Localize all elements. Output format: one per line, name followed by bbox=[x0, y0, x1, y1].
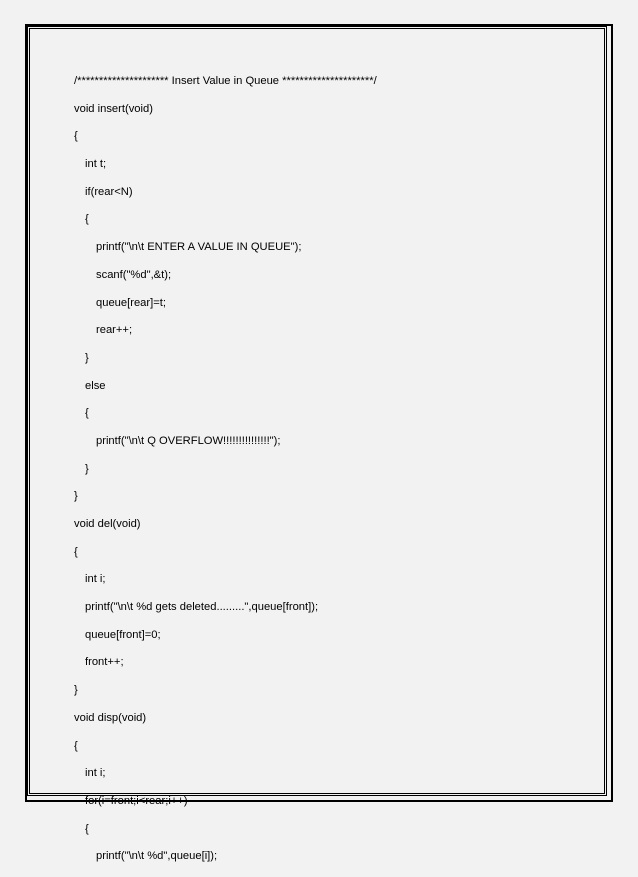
code-line: void del(void) bbox=[74, 518, 141, 530]
code-line: int i; bbox=[85, 573, 106, 586]
code-line: } bbox=[85, 351, 89, 364]
code-line: if(rear<N) bbox=[85, 185, 133, 198]
code-line: queue[rear]=t; bbox=[96, 296, 166, 309]
code-line: { bbox=[85, 407, 89, 420]
code-line: rear++; bbox=[96, 324, 133, 337]
code-line: else bbox=[85, 379, 106, 392]
code-line: } bbox=[85, 462, 89, 475]
code-line: printf("\n\t %d gets deleted.........",queue[front]); bbox=[85, 601, 319, 614]
code-line: void disp(void) bbox=[74, 711, 147, 724]
code-line: int t; bbox=[85, 158, 107, 171]
code-line: for(i=front;i<rear;i++) bbox=[85, 794, 188, 807]
code-listing bbox=[74, 74, 594, 877]
code-line: { bbox=[85, 822, 89, 835]
code-line: } bbox=[74, 490, 78, 503]
code-line: /********************* Insert Value in Queue *********************/ bbox=[74, 75, 377, 87]
code-line: { bbox=[74, 545, 78, 558]
code-line: front++; bbox=[85, 656, 124, 669]
code-line: int i; bbox=[85, 767, 106, 780]
code-line: printf("\n\t Q OVERFLOW!!!!!!!!!!!!!!!"); bbox=[96, 434, 281, 447]
code-line: { bbox=[74, 739, 78, 752]
code-line: printf("\n\t %d",queue[i]); bbox=[96, 850, 218, 863]
code-line: queue[front]=0; bbox=[85, 628, 161, 641]
code-line: { bbox=[85, 213, 89, 226]
code-line: scanf("%d",&t); bbox=[96, 268, 172, 281]
code-line: { bbox=[74, 130, 78, 143]
code-line: void insert(void) bbox=[74, 102, 153, 115]
code-line: printf("\n\t ENTER A VALUE IN QUEUE"); bbox=[96, 241, 302, 254]
code-line: } bbox=[74, 684, 78, 697]
